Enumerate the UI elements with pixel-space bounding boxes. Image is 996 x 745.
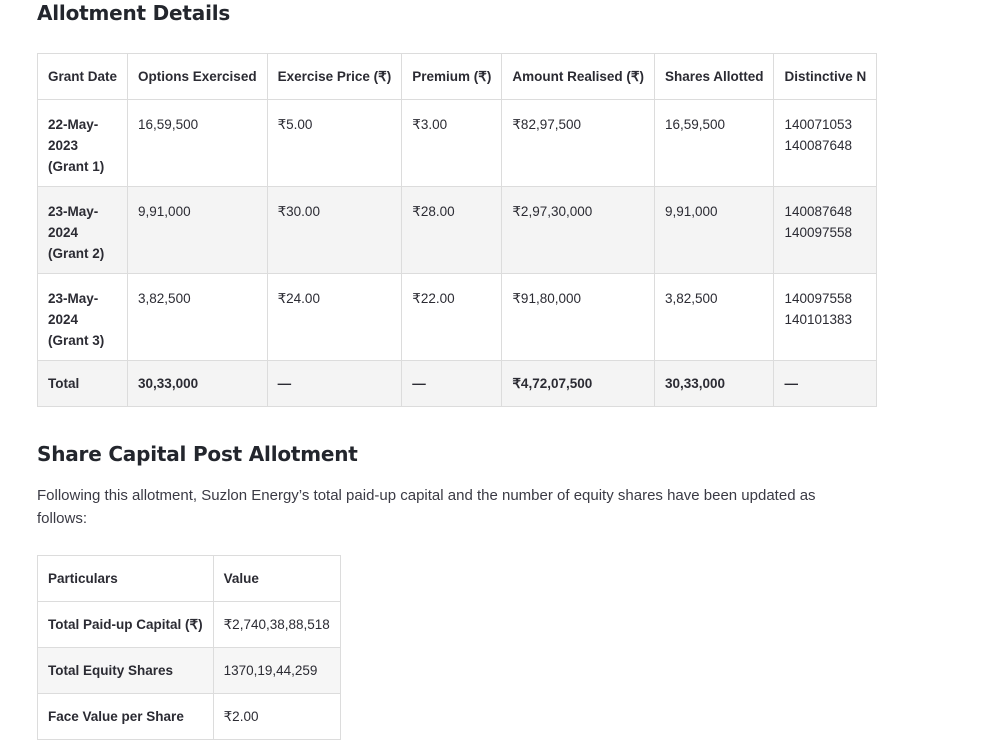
price-cell: ₹24.00: [267, 274, 402, 361]
shares-cell: 16,59,500: [654, 100, 774, 187]
allotment-table: [37, 53, 877, 407]
table-row: [38, 694, 341, 740]
grant-date-cell: 23-May- 2024 (Grant 3): [38, 274, 128, 361]
table-header-row: [38, 556, 341, 602]
premium-cell: ₹22.00: [402, 274, 502, 361]
total-premium: —: [402, 361, 502, 407]
table-row: [38, 100, 877, 187]
particular-value: ₹2,740,38,88,518: [213, 602, 340, 648]
total-options: 30,33,000: [128, 361, 268, 407]
particular-label: Total Equity Shares: [38, 648, 214, 694]
particular-label: Face Value per Share: [38, 694, 214, 740]
distinctive-cell: 140087648 140097558: [774, 187, 877, 274]
col-shares-allotted: Shares Allotted: [654, 54, 774, 100]
allotment-table-scroll[interactable]: [37, 53, 867, 411]
distinctive-cell: 140071053 140087648: [774, 100, 877, 187]
grant-date-cell: 23-May- 2024 (Grant 2): [38, 187, 128, 274]
table-row: [38, 187, 877, 274]
premium-cell: ₹28.00: [402, 187, 502, 274]
total-label: Total: [38, 361, 128, 407]
price-cell: ₹5.00: [267, 100, 402, 187]
amount-cell: ₹2,97,30,000: [502, 187, 655, 274]
col-grant-date: Grant Date: [38, 54, 128, 100]
particular-value: 1370,19,44,259: [213, 648, 340, 694]
col-amount-realised: Amount Realised (₹): [502, 54, 655, 100]
share-capital-paragraph: Following this allotment, Suzlon Energy’s total paid-up capital and the number of equity shares have been updated as follows:: [37, 487, 816, 527]
total-shares: 30,33,000: [654, 361, 774, 407]
amount-cell: ₹91,80,000: [502, 274, 655, 361]
col-particulars: Particulars: [38, 556, 214, 602]
amount-cell: ₹82,97,500: [502, 100, 655, 187]
allotment-details-heading: Allotment Details: [37, 1, 231, 25]
col-premium: Premium (₹): [402, 54, 502, 100]
shares-cell: 9,91,000: [654, 187, 774, 274]
distinctive-cell: 140097558 140101383: [774, 274, 877, 361]
total-amount: ₹4,72,07,500: [502, 361, 655, 407]
total-row: [38, 361, 877, 407]
total-price: —: [267, 361, 402, 407]
table-header-row: [38, 54, 877, 100]
total-distinctive: —: [774, 361, 877, 407]
col-value: Value: [213, 556, 340, 602]
col-exercise-price: Exercise Price (₹): [267, 54, 402, 100]
share-capital-heading: Share Capital Post Allotment: [37, 442, 358, 466]
share-capital-table: [37, 555, 341, 740]
options-cell: 9,91,000: [128, 187, 268, 274]
particular-value: ₹2.00: [213, 694, 340, 740]
col-distinctive-numbers: Distinctive N: [774, 54, 877, 100]
particular-label: Total Paid-up Capital (₹): [38, 602, 214, 648]
price-cell: ₹30.00: [267, 187, 402, 274]
options-cell: 16,59,500: [128, 100, 268, 187]
col-options-exercised: Options Exercised: [128, 54, 268, 100]
table-row: [38, 274, 877, 361]
premium-cell: ₹3.00: [402, 100, 502, 187]
table-row: [38, 648, 341, 694]
table-row: [38, 602, 341, 648]
grant-date-cell: 22-May- 2023 (Grant 1): [38, 100, 128, 187]
options-cell: 3,82,500: [128, 274, 268, 361]
shares-cell: 3,82,500: [654, 274, 774, 361]
